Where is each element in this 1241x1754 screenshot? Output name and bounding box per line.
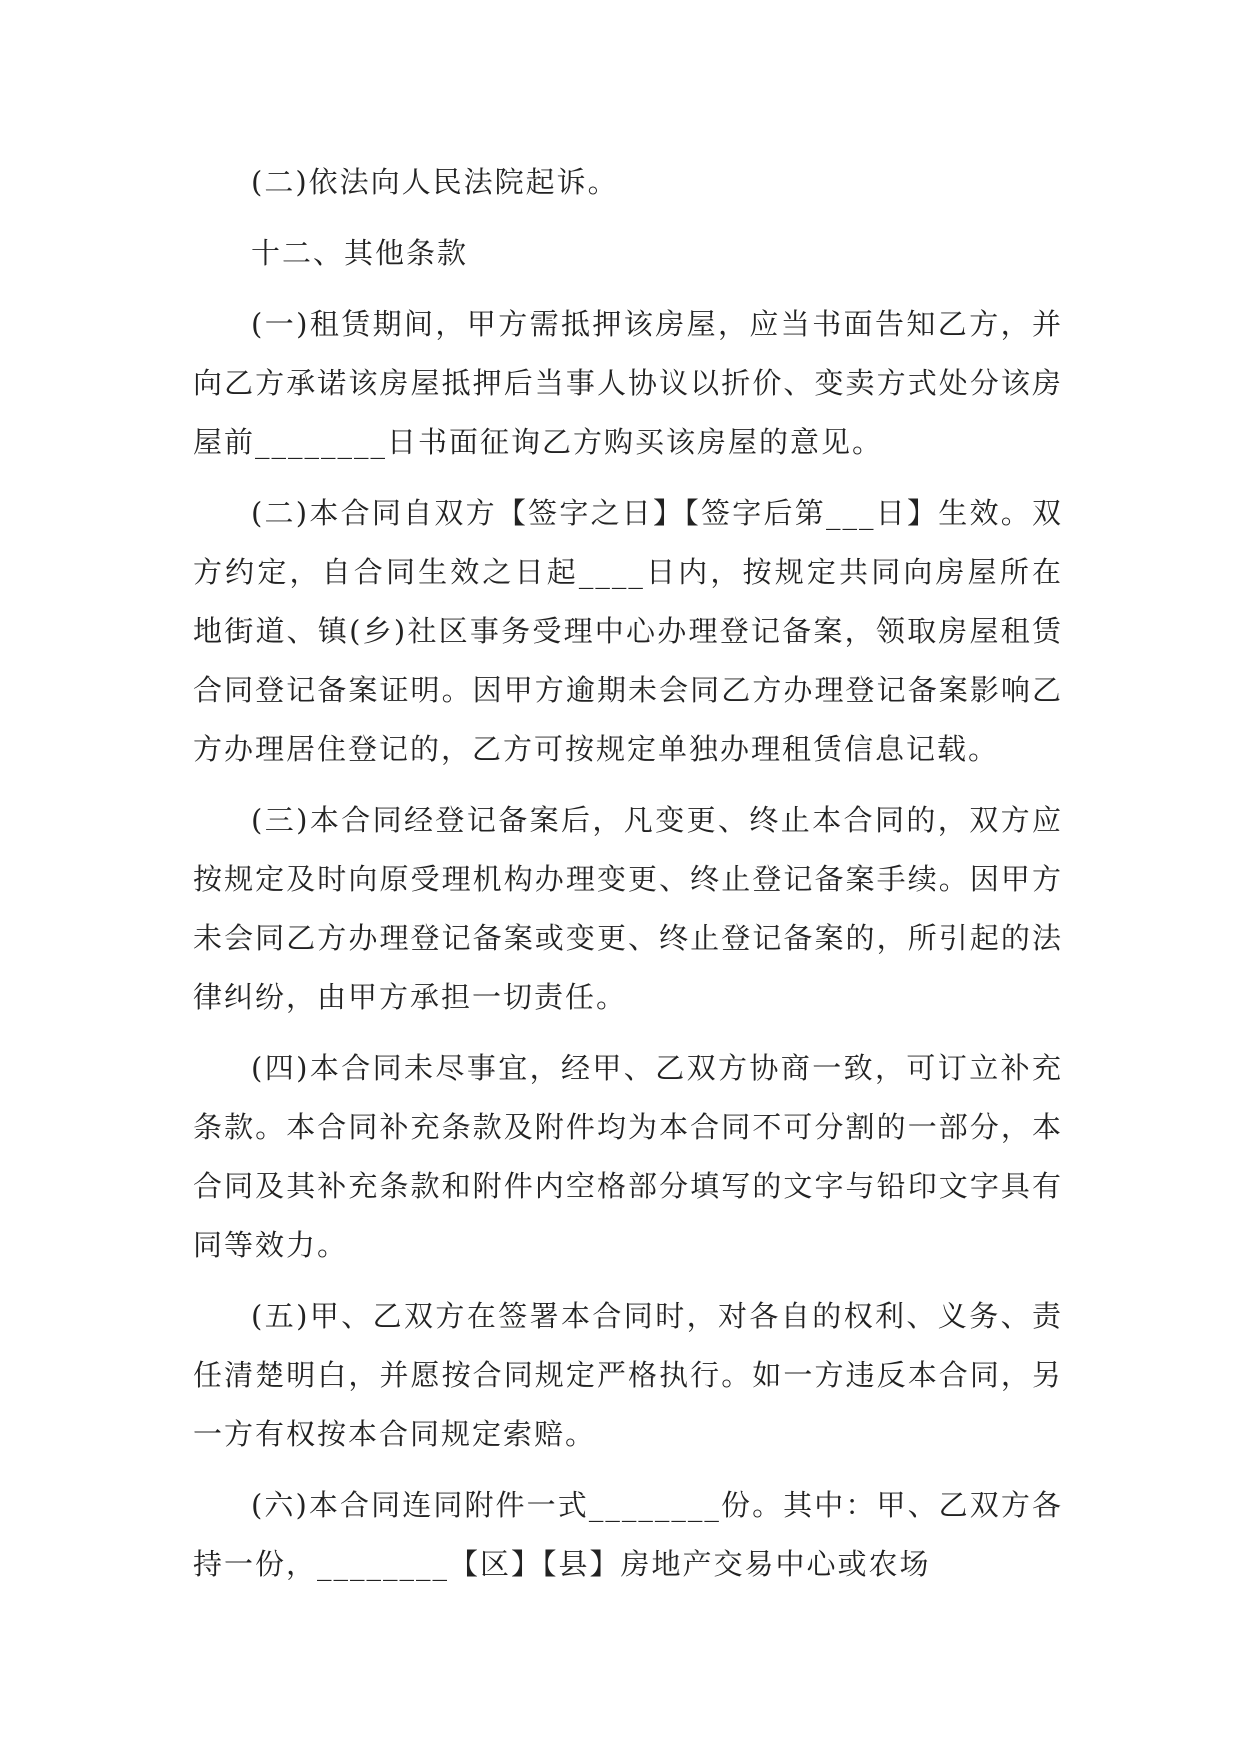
section-heading-other-terms: 十二、其他条款 (251, 236, 469, 270)
document-body (193, 153, 1063, 1606)
paragraph-copies: (六)本合同连同附件一式________份。其中：甲、乙双方各持一份，________【区】【县】房地产交易中心或农场 (193, 1488, 1063, 1581)
paragraph-effective-date: (二)本合同自双方【签字之日】【签字后第___日】生效。双方约定，自合同生效之日起____日内，按规定共同向房屋所在地街道、镇(乡)社区事务受理中心办理登记备案，领取房屋租赁合同登记备案证明。因甲方逾期未会同乙方办理登记备案影响乙方办理居住登记的，乙方可按规定单独办理租赁信息记载。 (193, 496, 1063, 766)
paragraph-mortgage: (一)租赁期间，甲方需抵押该房屋，应当书面告知乙方，并向乙方承诺该房屋抵押后当事人协议以折价、变卖方式处分该房屋前________日书面征询乙方购买该房屋的意见。 (193, 307, 1063, 459)
paragraph-rights-obligations: (五)甲、乙双方在签署本合同时，对各自的权利、义务、责任清楚明白，并愿按合同规定严格执行。如一方违反本合同，另一方有权按本合同规定索赔。 (193, 1299, 1063, 1451)
paragraph-lawsuit: (二)依法向人民法院起诉。 (251, 165, 619, 199)
paragraph-registration-changes: (三)本合同经登记备案后，凡变更、终止本合同的，双方应按规定及时向原受理机构办理变更、终止登记备案手续。因甲方未会同乙方办理登记备案或变更、终止登记备案的，所引起的法律纠纷，由甲方承担一切责任。 (193, 803, 1063, 1014)
paragraph-supplementary-terms: (四)本合同未尽事宜，经甲、乙双方协商一致，可订立补充条款。本合同补充条款及附件均为本合同不可分割的一部分，本合同及其补充条款和附件内空格部分填写的文字与铅印文字具有同等效力。 (193, 1051, 1063, 1262)
